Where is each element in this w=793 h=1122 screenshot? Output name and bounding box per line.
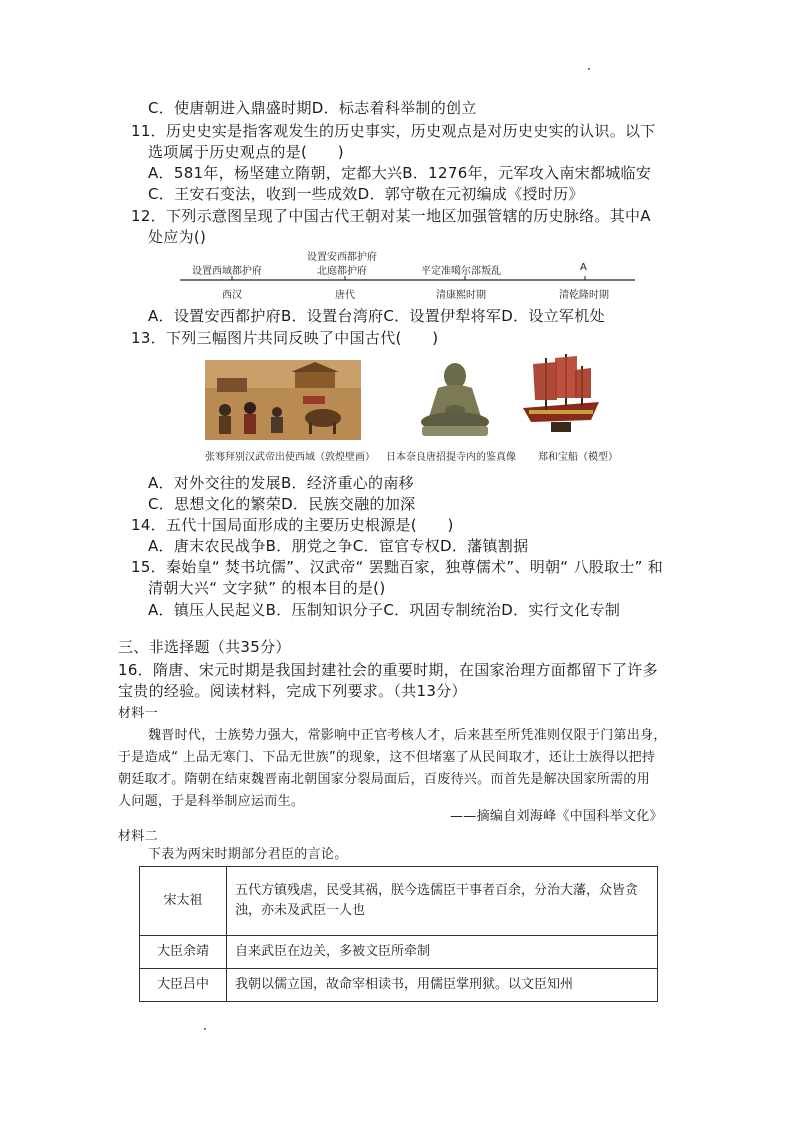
scan-dot	[204, 1028, 206, 1030]
table-row	[140, 969, 658, 1002]
timeline-period-kangxi: 清康熙时期	[436, 290, 486, 301]
q13-stem: 13．下列三幅图片共同反映了中国古代( )	[131, 329, 439, 347]
table-cell-quote: 我朝以儒立国，故命宰相读书，用儒臣掌刑狱。以文臣知州	[227, 969, 658, 1002]
timeline-period-qianlong: 清乾隆时期	[559, 290, 609, 301]
q12-options: A．设置安西都护府B．设置台湾府C．设置伊犁将军D．设立军机处	[148, 307, 605, 325]
q11-stem-line1: 11．历史史实是指客观发生的历史事实，历史观点是对历史史实的认识。以下	[131, 122, 656, 140]
q14-options: A．唐末农民战争B．朋党之争C．宦官专权D．藩镇割据	[148, 537, 529, 555]
material-1-source: ——摘编自刘海峰《中国科举文化》	[450, 809, 663, 824]
q16-stem-line1: 16．隋唐、宋元时期是我国封建社会的重要时期，在国家治理方面都留下了许多	[118, 661, 658, 679]
table-cell-quote: 五代方镇残虐，民受其祸，朕今选儒臣干事者百余，分治大藩，众皆贪浊，亦未及武臣一人也	[227, 867, 658, 936]
timeline-period-xihan: 西汉	[222, 290, 242, 301]
scan-dot	[588, 68, 590, 70]
zhenghe-ship-image	[519, 350, 603, 440]
q13-options-ab: A．对外交往的发展B．经济重心的南移	[148, 474, 414, 492]
dunhuang-mural-image	[205, 360, 361, 440]
q11-options-cd: C．王安石变法，收到一些成效D．郭守敬在元初编成《授时历》	[148, 185, 584, 203]
q12-stem-line1: 12．下列示意图呈现了中国古代王朝对某一地区加强管辖的历史脉络。其中A	[131, 207, 651, 225]
section-3-title: 三、非选择题（共35分）	[118, 638, 291, 656]
material-1-line2: 于是造成“ 上品无寒门、下品无世族”的现象，这不但堵塞了从民间取才，还让士族得以把持	[118, 750, 656, 765]
table-cell-speaker: 大臣余靖	[140, 936, 227, 969]
timeline-event-beiting: 北庭都护府	[317, 266, 367, 277]
material-1-line3: 朝廷取才。隋朝在结束魏晋南北朝国家分裂局面后，百废待兴。而首先是解决国家所需的用	[118, 772, 651, 787]
material-1-line4: 人问题，于是科举制应运而生。	[118, 794, 305, 809]
q16-stem-line2: 宝贵的经验。阅读材料，完成下列要求。（共13分）	[118, 682, 467, 700]
q14-stem: 14．五代十国局面形成的主要历史根源是( )	[131, 516, 454, 534]
caption-jianzhen: 日本奈良唐招提寺内的鉴真像	[386, 452, 516, 463]
timeline-event-a: A	[580, 262, 587, 273]
q13-options-cd: C．思想文化的繁荣D．民族交融的加深	[148, 495, 416, 513]
table-row	[140, 936, 658, 969]
q11-options-ab: A．581年，杨坚建立隋朝，定都大兴B．1276年，元军攻入南宋都城临安	[148, 164, 652, 182]
timeline-period-tang: 唐代	[335, 290, 355, 301]
q12-stem-line2: 处应为()	[148, 228, 207, 246]
q15-stem-line2: 清朝大兴“ 文字狱” 的根本目的是()	[148, 579, 386, 597]
material-1-label: 材料一	[118, 706, 158, 721]
table-cell-speaker: 宋太祖	[140, 867, 227, 936]
table-row	[140, 867, 658, 936]
table-cell-speaker: 大臣吕中	[140, 969, 227, 1002]
jianzhen-statue-image	[416, 358, 494, 440]
timeline-event-xiyu: 设置西域都护府	[192, 266, 262, 277]
material-2-table	[139, 866, 658, 1002]
timeline-event-zhungeer: 平定准噶尔部叛乱	[421, 266, 501, 277]
caption-zhenghe: 郑和宝船（模型）	[538, 452, 618, 463]
material-1-line1: 魏晋时代，士族势力强大，常影响中正官考核人才，后来甚至所凭准则仅限于门第出身，	[148, 728, 667, 743]
q15-stem-line1: 15．秦始皇“ 焚书坑儒”、汉武帝“ 罢黜百家，独尊儒术”、明朝“ 八股取士” 和	[131, 558, 664, 576]
material-2-label: 材料二	[118, 829, 158, 844]
q15-options: A．镇压人民起义B．压制知识分子C．巩固专制统治D．实行文化专制	[148, 601, 621, 619]
caption-dunhuang: 张骞拜别汉武帝出使西域（敦煌壁画）	[205, 452, 375, 463]
timeline-axis	[180, 276, 640, 284]
timeline-event-anxi: 设置安西都护府	[307, 252, 377, 263]
table-cell-quote: 自来武臣在边关，多被文臣所牵制	[227, 936, 658, 969]
material-2-intro: 下表为两宋时期部分君臣的言论。	[148, 847, 348, 862]
q11-stem-line2: 选项属于历史观点的是( )	[148, 143, 344, 161]
q10-options-cd: C．使唐朝进入鼎盛时期D．标志着科举制的创立	[148, 99, 477, 117]
